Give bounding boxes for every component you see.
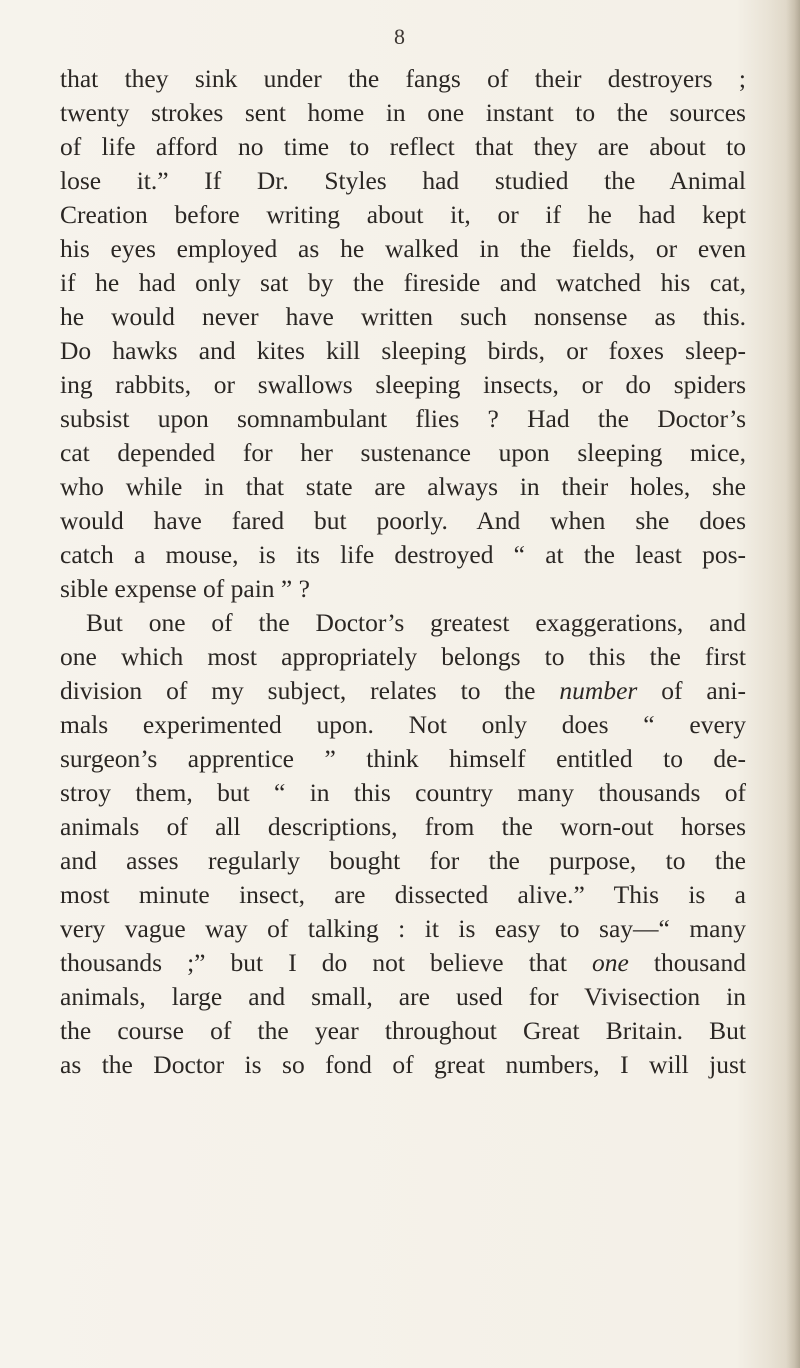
italic-word-number: number [559,676,638,705]
text-line: Do hawks and kites kill sleeping birds, or foxes sleep- [60,336,746,365]
text-line: Creation before writing about it, or if he had kept [60,200,746,229]
text-line: animals, large and small, are used for Vivisection in [60,982,746,1011]
text-line: lose it.” If Dr. Styles had studied the Animal [60,166,746,195]
text-line: mals experimented upon. Not only does “ every [60,710,746,739]
text-segment: of ani- [637,676,747,705]
text-segment: division of my subject, relates to the [60,676,560,705]
page-edge-shadow [786,0,800,1368]
text-line: of life afford no time to reflect that they are about to [60,132,746,161]
text-line: very vague way of talking : it is easy to say—“ many [60,914,746,943]
text-line: subsist upon somnambulant flies ? Had the Doctor’s [60,404,746,433]
text-line: catch a mouse, is its life destroyed “ at the least pos- [60,540,746,569]
text-line [60,674,746,708]
text-line: and asses regularly bought for the purpose, to the [60,846,746,875]
text-line [60,946,746,980]
text-segment: thousands ;” but I do not believe that [60,948,593,977]
text-line: animals of all descriptions, from the worn-out horses [60,812,746,841]
text-line: one which most appropriately belongs to this the first [60,642,746,671]
text-segment: thousand [628,948,746,977]
italic-word-one: one [592,948,629,977]
body-text [60,62,746,1082]
text-line: ing rabbits, or swallows sleeping insects, or do spiders [60,370,746,399]
text-line: sible expense of pain ” ? [60,574,310,603]
text-line: cat depended for her sustenance upon sleeping mice, [60,438,746,467]
text-line: he would never have written such nonsense as this. [60,302,746,331]
text-line: who while in that state are always in their holes, she [60,472,746,501]
text-line: twenty strokes sent home in one instant to the sources [60,98,746,127]
page-number: 8 [394,24,406,49]
text-line: that they sink under the fangs of their destroyers ; [60,64,746,93]
text-line: if he had only sat by the fireside and watched his cat, [60,268,746,297]
text-line: surgeon’s apprentice ” think himself entitled to de- [60,744,746,773]
text-line: his eyes employed as he walked in the fields, or even [60,234,746,263]
text-line: as the Doctor is so fond of great numbers, I will just [60,1050,746,1079]
text-line: But one of the Doctor’s greatest exaggerations, and [86,608,746,637]
text-line: stroy them, but “ in this country many thousands of [60,778,746,807]
text-line: most minute insect, are dissected alive.” This is a [60,880,746,909]
text-line: would have fared but poorly. And when she does [60,506,746,535]
text-line: the course of the year throughout Great Britain. But [60,1016,746,1045]
